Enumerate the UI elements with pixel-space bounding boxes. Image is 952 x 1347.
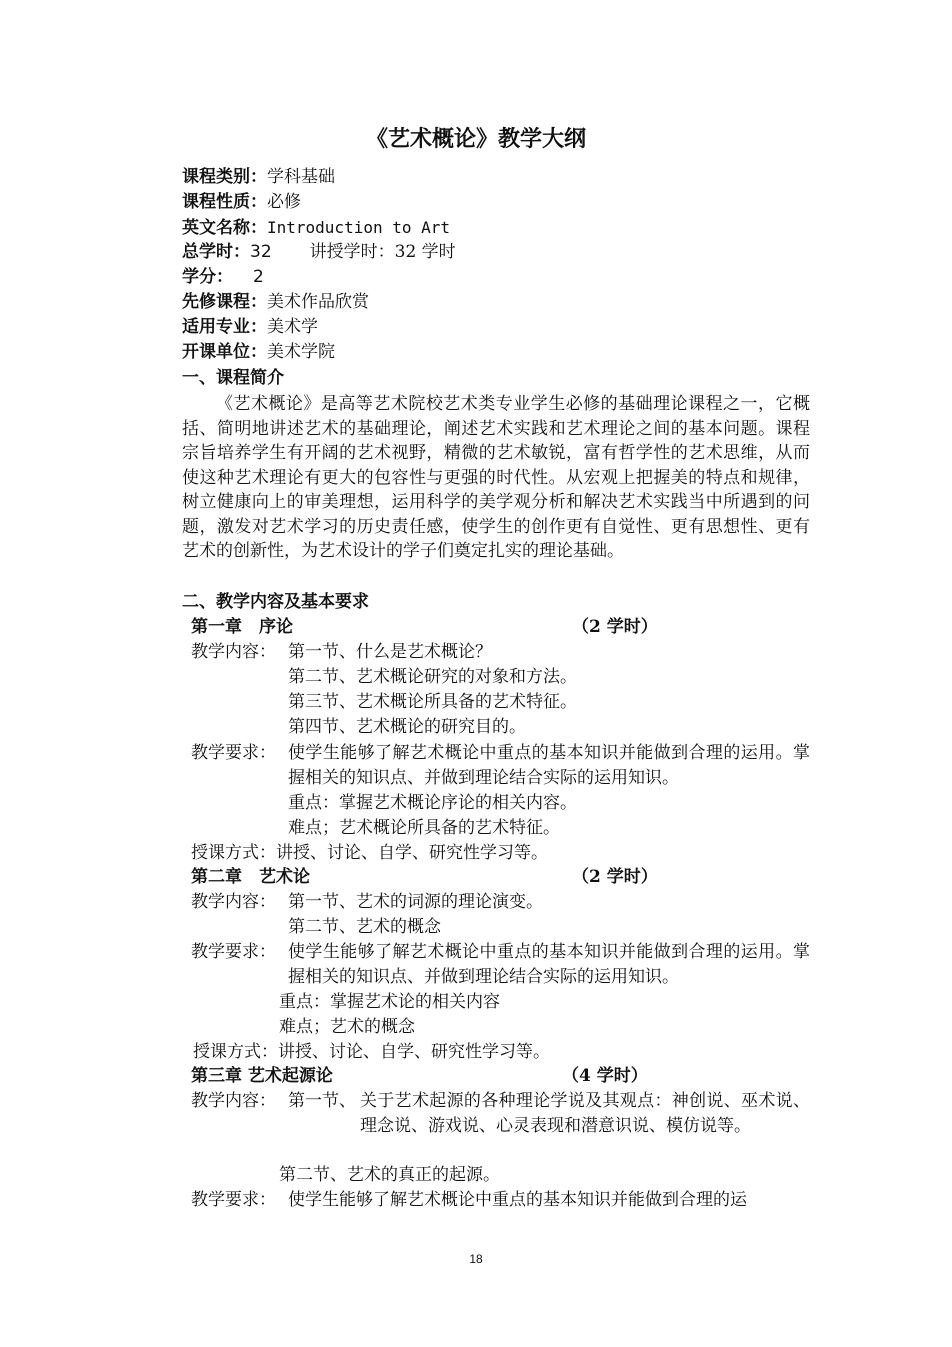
meta-major-value: 美术学 xyxy=(267,317,318,337)
chapter2-item: 第二节、艺术的概念 xyxy=(288,917,441,937)
meta-credits-label: 学分： xyxy=(182,267,233,287)
chapter1-title: 第一章 序论 xyxy=(191,617,293,637)
course-intro-paragraph: 《艺术概论》是高等艺术院校艺术类专业学生必修的基础理论课程之一，它概括、简明地讲述艺术的基础理论，阐述艺术实践和艺术理论之间的基本问题。课程宗旨培养学生有开阔的艺术视野，精微的艺术敏锐，富有哲学性的艺术思维，从而使这种艺术理论有更大的包容性与更强的时代性。从宏观上把握美的特点和规律，树立健康向上的审美理想，运用科学的美学观分析和解决艺术实践当中所遇到的问题，激发对艺术学习的历史责任感，使学生的创作更有自觉性、更有思想性、更有艺术的创新性，为艺术设计的学子们奠定扎实的理论基础。 xyxy=(182,394,810,561)
chapter1-hours: （2 学时） xyxy=(572,617,658,637)
chapter2-req-label: 教学要求： xyxy=(191,942,276,962)
chapter1-req-text: 使学生能够了解艺术概论中重点的基本知识并能做到合理的运用。掌握相关的知识点、并做到理论结合实际的运用知识。 xyxy=(288,743,810,788)
chapter1-req-label: 教学要求： xyxy=(191,743,276,763)
meta-category xyxy=(182,165,335,190)
chapter3-hours: （4 学时） xyxy=(562,1066,648,1086)
meta-english-label: 英文名称： xyxy=(182,218,267,238)
chapter3-item1-prefix: 第一节、 xyxy=(288,1091,356,1111)
chapter1-content-label: 教学内容： xyxy=(191,642,276,662)
chapter1-item: 第二节、艺术概论研究的对象和方法。 xyxy=(288,667,577,687)
meta-english-value: Introduction to Art xyxy=(267,218,451,237)
chapter1-difficulty: 难点；艺术概论所具备的艺术特征。 xyxy=(288,818,560,838)
chapter3-title: 第三章 艺术起源论 xyxy=(191,1066,333,1086)
chapter2-method: 授课方式：讲授、讨论、自学、研究性学习等。 xyxy=(193,1042,550,1062)
chapter2-content-label: 教学内容： xyxy=(191,892,276,912)
chapter2-title: 第二章 艺术论 xyxy=(191,867,310,887)
meta-nature xyxy=(182,190,301,215)
meta-total-hours-label: 总学时： xyxy=(182,242,250,262)
chapter3-item2: 第二节、艺术的真正的起源。 xyxy=(279,1165,500,1185)
chapter3-req-text: 使学生能够了解艺术概论中重点的基本知识并能做到合理的运 xyxy=(288,1190,747,1210)
meta-lecture-hours-label: 讲授学时： xyxy=(309,242,395,262)
meta-unit xyxy=(182,340,335,365)
chapter2-difficulty: 难点；艺术的概念 xyxy=(279,1017,415,1037)
meta-prereq-value: 美术作品欣赏 xyxy=(267,292,369,312)
chapter3-req-label: 教学要求： xyxy=(191,1190,276,1210)
meta-category-label: 课程类别： xyxy=(182,167,267,187)
chapter2-req-text: 使学生能够了解艺术概论中重点的基本知识并能做到合理的运用。掌握相关的知识点、并做到理论结合实际的运用知识。 xyxy=(288,942,810,987)
chapter3-content-label: 教学内容： xyxy=(191,1091,276,1111)
meta-unit-label: 开课单位： xyxy=(182,342,267,362)
meta-hours xyxy=(182,240,456,265)
chapter1-item: 第一节、什么是艺术概论？ xyxy=(288,642,492,662)
chapter2-item: 第一节、艺术的词源的理论演变。 xyxy=(288,892,543,912)
document-title: 《艺术概论》教学大纲 xyxy=(365,127,586,152)
meta-nature-value: 必修 xyxy=(267,192,301,212)
chapter1-method: 授课方式：讲授、讨论、自学、研究性学习等。 xyxy=(191,843,548,863)
chapter3-item1-text: 关于艺术起源的各种理论学说及其观点：神创说、巫术说、理念说、游戏说、心灵表现和潜意识说、模仿说等。 xyxy=(360,1091,810,1136)
chapter1-key-point: 重点：掌握艺术概论序论的相关内容。 xyxy=(288,793,577,813)
meta-major-label: 适用专业： xyxy=(182,317,267,337)
chapter1-item: 第三节、艺术概论所具备的艺术特征。 xyxy=(288,692,577,712)
page-number: 18 xyxy=(469,1252,483,1266)
meta-lecture-hours-value: 32 学时 xyxy=(394,242,456,262)
meta-unit-value: 美术学院 xyxy=(267,342,335,362)
meta-major xyxy=(182,315,318,340)
meta-prereq-label: 先修课程： xyxy=(182,292,267,312)
section2-heading: 二、教学内容及基本要求 xyxy=(182,592,369,612)
section1-heading: 一、课程简介 xyxy=(182,368,284,388)
chapter1-item: 第四节、艺术概论的研究目的。 xyxy=(288,717,526,737)
meta-category-value: 学科基础 xyxy=(267,167,335,187)
meta-prerequisite xyxy=(182,290,369,315)
meta-credits-value: 2 xyxy=(253,267,264,287)
chapter2-key-point: 重点：掌握艺术论的相关内容 xyxy=(279,992,500,1012)
meta-nature-label: 课程性质： xyxy=(182,192,267,212)
meta-total-hours-value: 32 xyxy=(250,242,272,262)
chapter2-hours: （2 学时） xyxy=(572,867,658,887)
meta-credits xyxy=(182,265,264,290)
meta-english-name xyxy=(182,215,450,240)
